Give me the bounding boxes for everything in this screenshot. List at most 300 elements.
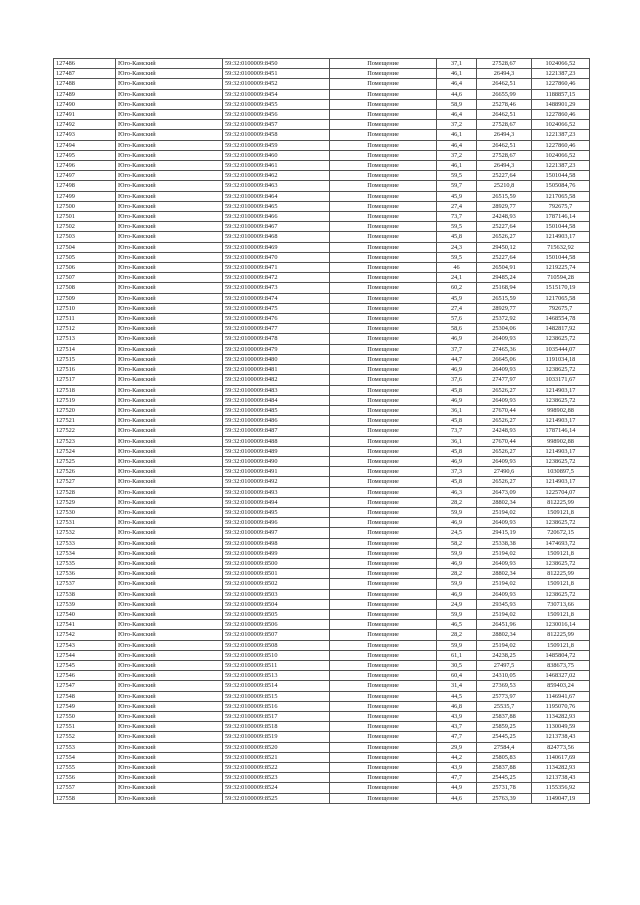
district-cell: Юго-Камский (116, 283, 223, 293)
table-row (54, 191, 590, 201)
table-row (54, 181, 590, 191)
table-row (54, 630, 590, 640)
table-row (54, 660, 590, 670)
area-cell: 58,9 (437, 99, 477, 109)
specific-value-cell: 26462,51 (477, 79, 532, 89)
area-cell: 28,2 (437, 630, 477, 640)
object-type-cell: Помещение (330, 252, 437, 262)
cadastral-number-cell: 59:32:0100009:8468 (223, 232, 330, 242)
object-type-cell: Помещение (330, 620, 437, 630)
row-number-cell: 127548 (54, 691, 116, 701)
district-cell: Юго-Камский (116, 783, 223, 793)
row-number-cell: 127502 (54, 222, 116, 232)
table-row (54, 222, 590, 232)
row-number-cell: 127552 (54, 732, 116, 742)
district-cell: Юго-Камский (116, 671, 223, 681)
cadastral-number-cell: 59:32:0100009:8479 (223, 344, 330, 354)
table-row (54, 528, 590, 538)
specific-value-cell: 28802,34 (477, 497, 532, 507)
cadastral-value-cell: 1501044,58 (532, 171, 590, 181)
cadastral-number-cell: 59:32:0100009:8499 (223, 548, 330, 558)
specific-value-cell: 27528,67 (477, 59, 532, 69)
object-type-cell: Помещение (330, 181, 437, 191)
object-type-cell: Помещение (330, 599, 437, 609)
specific-value-cell: 28929,77 (477, 303, 532, 313)
object-type-cell: Помещение (330, 161, 437, 171)
table-row (54, 701, 590, 711)
cadastral-number-cell: 59:32:0100009:8518 (223, 722, 330, 732)
object-type-cell: Помещение (330, 212, 437, 222)
cadastral-number-cell: 59:32:0100009:8507 (223, 630, 330, 640)
area-cell: 45,8 (437, 477, 477, 487)
district-cell: Юго-Камский (116, 416, 223, 426)
district-cell: Юго-Камский (116, 712, 223, 722)
district-cell: Юго-Камский (116, 212, 223, 222)
area-cell: 29,9 (437, 742, 477, 752)
specific-value-cell: 29450,12 (477, 242, 532, 252)
row-number-cell: 127530 (54, 507, 116, 517)
row-number-cell: 127496 (54, 161, 116, 171)
specific-value-cell: 25763,39 (477, 793, 532, 803)
table-row (54, 110, 590, 120)
area-cell: 37,2 (437, 150, 477, 160)
area-cell: 46,1 (437, 161, 477, 171)
object-type-cell: Помещение (330, 589, 437, 599)
table-row (54, 365, 590, 375)
object-type-cell: Помещение (330, 630, 437, 640)
district-cell: Юго-Камский (116, 681, 223, 691)
area-cell: 36,1 (437, 436, 477, 446)
district-cell: Юго-Камский (116, 395, 223, 405)
specific-value-cell: 25194,02 (477, 609, 532, 619)
cadastral-number-cell: 59:32:0100009:8483 (223, 385, 330, 395)
cadastral-value-cell: 812225,99 (532, 497, 590, 507)
object-type-cell: Помещение (330, 79, 437, 89)
cadastral-value-cell: 730713,66 (532, 599, 590, 609)
object-type-cell: Помещение (330, 569, 437, 579)
cadastral-value-cell: 1191034,18 (532, 354, 590, 364)
table-row (54, 324, 590, 334)
area-cell: 43,7 (437, 722, 477, 732)
specific-value-cell: 26526,27 (477, 385, 532, 395)
table-row (54, 416, 590, 426)
cadastral-value-cell: 1509121,8 (532, 640, 590, 650)
row-number-cell: 127498 (54, 181, 116, 191)
district-cell: Юго-Камский (116, 314, 223, 324)
area-cell: 46 (437, 263, 477, 273)
row-number-cell: 127504 (54, 242, 116, 252)
cadastral-number-cell: 59:32:0100009:8482 (223, 375, 330, 385)
district-cell: Юго-Камский (116, 518, 223, 528)
cadastral-number-cell: 59:32:0100009:8485 (223, 405, 330, 415)
area-cell: 45,9 (437, 293, 477, 303)
specific-value-cell: 24310,05 (477, 671, 532, 681)
area-cell: 46,4 (437, 110, 477, 120)
cadastral-number-cell: 59:32:0100009:8525 (223, 793, 330, 803)
row-number-cell: 127546 (54, 671, 116, 681)
table-row (54, 212, 590, 222)
specific-value-cell: 29415,19 (477, 528, 532, 538)
district-cell: Юго-Камский (116, 630, 223, 640)
object-type-cell: Помещение (330, 507, 437, 517)
cadastral-value-cell: 1030897,5 (532, 467, 590, 477)
district-cell: Юго-Камский (116, 763, 223, 773)
table-row (54, 436, 590, 446)
row-number-cell: 127489 (54, 89, 116, 99)
cadastral-value-cell: 1213738,43 (532, 773, 590, 783)
table-row (54, 609, 590, 619)
cadastral-number-cell: 59:32:0100009:8459 (223, 140, 330, 150)
object-type-cell: Помещение (330, 426, 437, 436)
district-cell: Юго-Камский (116, 181, 223, 191)
cadastral-number-cell: 59:32:0100009:8461 (223, 161, 330, 171)
district-cell: Юго-Камский (116, 191, 223, 201)
cadastral-number-cell: 59:32:0100009:8462 (223, 171, 330, 181)
row-number-cell: 127500 (54, 201, 116, 211)
cadastral-number-cell: 59:32:0100009:8521 (223, 752, 330, 762)
row-number-cell: 127555 (54, 763, 116, 773)
district-cell: Юго-Камский (116, 701, 223, 711)
cadastral-value-cell: 1134282,93 (532, 712, 590, 722)
specific-value-cell: 26645,06 (477, 354, 532, 364)
cadastral-value-cell: 812225,99 (532, 569, 590, 579)
cadastral-number-cell: 59:32:0100009:8460 (223, 150, 330, 160)
row-number-cell: 127512 (54, 324, 116, 334)
cadastral-value-cell: 1238625,72 (532, 589, 590, 599)
area-cell: 47,7 (437, 732, 477, 742)
cadastral-value-cell: 1238625,72 (532, 395, 590, 405)
cadastral-number-cell: 59:32:0100009:8464 (223, 191, 330, 201)
area-cell: 45,8 (437, 232, 477, 242)
row-number-cell: 127528 (54, 487, 116, 497)
table-row (54, 263, 590, 273)
object-type-cell: Помещение (330, 314, 437, 324)
cadastral-number-cell: 59:32:0100009:8510 (223, 650, 330, 660)
object-type-cell: Помещение (330, 110, 437, 120)
district-cell: Юго-Камский (116, 487, 223, 497)
district-cell: Юго-Камский (116, 660, 223, 670)
district-cell: Юго-Камский (116, 773, 223, 783)
table-row (54, 283, 590, 293)
cadastral-number-cell: 59:32:0100009:8475 (223, 303, 330, 313)
table-row (54, 334, 590, 344)
table-row (54, 385, 590, 395)
specific-value-cell: 24248,93 (477, 426, 532, 436)
row-number-cell: 127541 (54, 620, 116, 630)
cadastral-number-cell: 59:32:0100009:8493 (223, 487, 330, 497)
cadastral-value-cell: 1219225,74 (532, 263, 590, 273)
cadastral-number-cell: 59:32:0100009:8451 (223, 69, 330, 79)
specific-value-cell: 26409,93 (477, 365, 532, 375)
specific-value-cell: 28802,34 (477, 630, 532, 640)
specific-value-cell: 26494,3 (477, 130, 532, 140)
object-type-cell: Помещение (330, 324, 437, 334)
cadastral-number-cell: 59:32:0100009:8502 (223, 579, 330, 589)
row-number-cell: 127525 (54, 456, 116, 466)
area-cell: 61,1 (437, 650, 477, 660)
district-cell: Юго-Камский (116, 599, 223, 609)
district-cell: Юго-Камский (116, 201, 223, 211)
specific-value-cell: 29345,93 (477, 599, 532, 609)
object-type-cell: Помещение (330, 140, 437, 150)
row-number-cell: 127554 (54, 752, 116, 762)
table-row (54, 120, 590, 130)
district-cell: Юго-Камский (116, 722, 223, 732)
district-cell: Юго-Камский (116, 548, 223, 558)
district-cell: Юго-Камский (116, 467, 223, 477)
object-type-cell: Помещение (330, 660, 437, 670)
cadastral-value-cell: 1149047,19 (532, 793, 590, 803)
cadastral-number-cell: 59:32:0100009:8455 (223, 99, 330, 109)
object-type-cell: Помещение (330, 446, 437, 456)
specific-value-cell: 26526,27 (477, 232, 532, 242)
district-cell: Юго-Камский (116, 110, 223, 120)
area-cell: 37,3 (437, 467, 477, 477)
object-type-cell: Помещение (330, 548, 437, 558)
specific-value-cell: 28929,77 (477, 201, 532, 211)
cadastral-number-cell: 59:32:0100009:8519 (223, 732, 330, 742)
row-number-cell: 127519 (54, 395, 116, 405)
district-cell: Юго-Камский (116, 334, 223, 344)
row-number-cell: 127542 (54, 630, 116, 640)
table-row (54, 79, 590, 89)
cadastral-number-cell: 59:32:0100009:8492 (223, 477, 330, 487)
cadastral-value-cell: 1468327,02 (532, 671, 590, 681)
area-cell: 45,9 (437, 191, 477, 201)
object-type-cell: Помещение (330, 671, 437, 681)
cadastral-value-cell: 1238625,72 (532, 518, 590, 528)
cadastral-number-cell: 59:32:0100009:8505 (223, 609, 330, 619)
cadastral-number-cell: 59:32:0100009:8486 (223, 416, 330, 426)
specific-value-cell: 26526,27 (477, 446, 532, 456)
specific-value-cell: 26473,09 (477, 487, 532, 497)
cadastral-number-cell: 59:32:0100009:8500 (223, 558, 330, 568)
specific-value-cell: 26655,99 (477, 89, 532, 99)
area-cell: 37,6 (437, 375, 477, 385)
object-type-cell: Помещение (330, 701, 437, 711)
row-number-cell: 127513 (54, 334, 116, 344)
row-number-cell: 127515 (54, 354, 116, 364)
cadastral-value-cell: 1468554,78 (532, 314, 590, 324)
cadastral-value-cell: 1221387,23 (532, 69, 590, 79)
object-type-cell: Помещение (330, 456, 437, 466)
row-number-cell: 127497 (54, 171, 116, 181)
cadastral-number-cell: 59:32:0100009:8458 (223, 130, 330, 140)
object-type-cell: Помещение (330, 303, 437, 313)
table-row (54, 150, 590, 160)
table-row (54, 242, 590, 252)
specific-value-cell: 25535,7 (477, 701, 532, 711)
cadastral-number-cell: 59:32:0100009:8467 (223, 222, 330, 232)
row-number-cell: 127517 (54, 375, 116, 385)
specific-value-cell: 26515,59 (477, 293, 532, 303)
area-cell: 24,9 (437, 599, 477, 609)
specific-value-cell: 25372,92 (477, 314, 532, 324)
area-cell: 45,8 (437, 385, 477, 395)
object-type-cell: Помещение (330, 354, 437, 364)
area-cell: 59,5 (437, 252, 477, 262)
specific-value-cell: 25210,8 (477, 181, 532, 191)
table-row (54, 507, 590, 517)
object-type-cell: Помещение (330, 691, 437, 701)
object-type-cell: Помещение (330, 385, 437, 395)
table-row (54, 89, 590, 99)
district-cell: Юго-Камский (116, 752, 223, 762)
cadastral-value-cell: 824773,56 (532, 742, 590, 752)
cadastral-number-cell: 59:32:0100009:8484 (223, 395, 330, 405)
district-cell: Юго-Камский (116, 691, 223, 701)
table-row (54, 303, 590, 313)
cadastral-number-cell: 59:32:0100009:8494 (223, 497, 330, 507)
area-cell: 45,8 (437, 446, 477, 456)
cadastral-number-cell: 59:32:0100009:8470 (223, 252, 330, 262)
object-type-cell: Помещение (330, 752, 437, 762)
area-cell: 31,4 (437, 681, 477, 691)
district-cell: Юго-Камский (116, 426, 223, 436)
cadastral-number-cell: 59:32:0100009:8457 (223, 120, 330, 130)
specific-value-cell: 26409,93 (477, 589, 532, 599)
district-cell: Юго-Камский (116, 232, 223, 242)
table-row (54, 497, 590, 507)
district-cell: Юго-Камский (116, 446, 223, 456)
cadastral-value-cell: 1225704,07 (532, 487, 590, 497)
area-cell: 46,9 (437, 558, 477, 568)
specific-value-cell: 25194,02 (477, 579, 532, 589)
row-number-cell: 127544 (54, 650, 116, 660)
cadastral-number-cell: 59:32:0100009:8514 (223, 681, 330, 691)
specific-value-cell: 26526,27 (477, 416, 532, 426)
district-cell: Юго-Камский (116, 620, 223, 630)
cadastral-value-cell: 1509121,8 (532, 507, 590, 517)
table-row (54, 650, 590, 660)
district-cell: Юго-Камский (116, 609, 223, 619)
object-type-cell: Помещение (330, 99, 437, 109)
specific-value-cell: 26462,51 (477, 140, 532, 150)
cadastral-value-cell: 1213738,43 (532, 732, 590, 742)
specific-value-cell: 24248,93 (477, 212, 532, 222)
table-row (54, 314, 590, 324)
specific-value-cell: 26526,27 (477, 477, 532, 487)
district-cell: Юго-Камский (116, 89, 223, 99)
specific-value-cell: 25227,64 (477, 252, 532, 262)
row-number-cell: 127534 (54, 548, 116, 558)
district-cell: Юго-Камский (116, 150, 223, 160)
cadastral-number-cell: 59:32:0100009:8495 (223, 507, 330, 517)
row-number-cell: 127532 (54, 528, 116, 538)
table-row (54, 752, 590, 762)
area-cell: 44,2 (437, 752, 477, 762)
object-type-cell: Помещение (330, 191, 437, 201)
row-number-cell: 127490 (54, 99, 116, 109)
table-row (54, 344, 590, 354)
cadastral-number-cell: 59:32:0100009:8454 (223, 89, 330, 99)
specific-value-cell: 27670,44 (477, 436, 532, 446)
table-row (54, 548, 590, 558)
district-cell: Юго-Камский (116, 171, 223, 181)
cadastral-value-cell: 1140617,69 (532, 752, 590, 762)
object-type-cell: Помещение (330, 793, 437, 803)
area-cell: 59,5 (437, 171, 477, 181)
specific-value-cell: 25304,06 (477, 324, 532, 334)
specific-value-cell: 28802,34 (477, 569, 532, 579)
table-row (54, 599, 590, 609)
table-row (54, 518, 590, 528)
object-type-cell: Помещение (330, 89, 437, 99)
table-row (54, 477, 590, 487)
cadastral-number-cell: 59:32:0100009:8476 (223, 314, 330, 324)
object-type-cell: Помещение (330, 477, 437, 487)
cadastral-number-cell: 59:32:0100009:8513 (223, 671, 330, 681)
specific-value-cell: 26515,59 (477, 191, 532, 201)
district-cell: Юго-Камский (116, 579, 223, 589)
row-number-cell: 127538 (54, 589, 116, 599)
table-row (54, 681, 590, 691)
area-cell: 46,9 (437, 456, 477, 466)
cadastral-value-cell: 1787146,14 (532, 212, 590, 222)
object-type-cell: Помещение (330, 273, 437, 283)
area-cell: 46,5 (437, 620, 477, 630)
cadastral-value-cell: 1146941,67 (532, 691, 590, 701)
cadastral-value-cell: 1155356,92 (532, 783, 590, 793)
cadastral-value-cell: 1485804,72 (532, 650, 590, 660)
district-cell: Юго-Камский (116, 558, 223, 568)
row-number-cell: 127533 (54, 538, 116, 548)
cadastral-value-cell: 1217065,58 (532, 191, 590, 201)
district-cell: Юго-Камский (116, 569, 223, 579)
district-cell: Юго-Камский (116, 242, 223, 252)
row-number-cell: 127540 (54, 609, 116, 619)
cadastral-value-cell: 1488901,29 (532, 99, 590, 109)
object-type-cell: Помещение (330, 222, 437, 232)
cadastral-number-cell: 59:32:0100009:8456 (223, 110, 330, 120)
table-row (54, 99, 590, 109)
object-type-cell: Помещение (330, 365, 437, 375)
cadastral-number-cell: 59:32:0100009:8517 (223, 712, 330, 722)
area-cell: 59,9 (437, 507, 477, 517)
cadastral-number-cell: 59:32:0100009:8496 (223, 518, 330, 528)
area-cell: 46,9 (437, 589, 477, 599)
district-cell: Юго-Камский (116, 79, 223, 89)
row-number-cell: 127531 (54, 518, 116, 528)
table-row (54, 467, 590, 477)
object-type-cell: Помещение (330, 375, 437, 385)
table-row (54, 293, 590, 303)
row-number-cell: 127535 (54, 558, 116, 568)
cadastral-value-cell: 1195070,76 (532, 701, 590, 711)
district-cell: Юго-Камский (116, 589, 223, 599)
district-cell: Юго-Камский (116, 69, 223, 79)
cadastral-value-cell: 1509121,8 (532, 609, 590, 619)
table-row (54, 140, 590, 150)
area-cell: 46,4 (437, 79, 477, 89)
cadastral-number-cell: 59:32:0100009:8490 (223, 456, 330, 466)
cadastral-value-cell: 1214903,17 (532, 232, 590, 242)
district-cell: Юго-Камский (116, 140, 223, 150)
object-type-cell: Помещение (330, 558, 437, 568)
row-number-cell: 127550 (54, 712, 116, 722)
specific-value-cell: 26409,93 (477, 334, 532, 344)
table-row (54, 538, 590, 548)
cadastral-number-cell: 59:32:0100009:8472 (223, 273, 330, 283)
table-row (54, 773, 590, 783)
area-cell: 47,7 (437, 773, 477, 783)
cadastral-value-cell: 1474693,72 (532, 538, 590, 548)
row-number-cell: 127495 (54, 150, 116, 160)
object-type-cell: Помещение (330, 681, 437, 691)
row-number-cell: 127557 (54, 783, 116, 793)
row-number-cell: 127526 (54, 467, 116, 477)
object-type-cell: Помещение (330, 732, 437, 742)
